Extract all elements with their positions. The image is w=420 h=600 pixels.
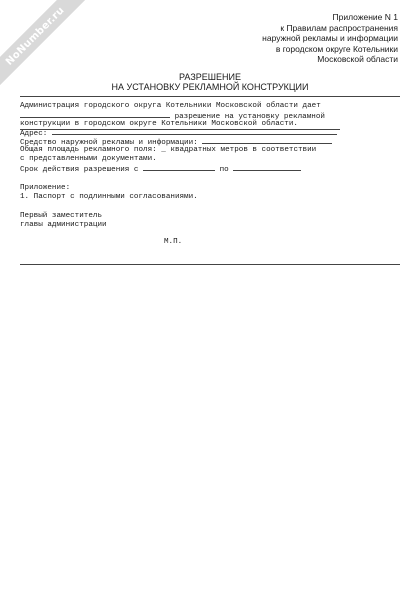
title-line: РАЗРЕШЕНИЕ <box>179 72 241 82</box>
appendix-line: Московской области <box>317 54 398 64</box>
address-label: Адрес: <box>20 130 48 138</box>
bottom-divider <box>20 264 400 265</box>
appendix-line: наружной рекламы и информации <box>262 33 398 43</box>
appendix-line: к Правилам распространения <box>280 22 398 33</box>
body-line-3: конструкции в городском округе Котельники Московской области. <box>20 120 298 128</box>
area-label: Общая площадь рекламного поля: <box>20 146 157 154</box>
signatory-title: главы администрации <box>20 221 107 229</box>
term-end-blank <box>233 164 301 171</box>
medium-label: Средство наружной рекламы и информации: <box>20 139 198 147</box>
stamp-placeholder: М.П. <box>164 238 183 246</box>
body-text: разрешение на установку рекламной <box>174 113 325 121</box>
area-row <box>20 146 316 155</box>
attachment-heading: Приложение: <box>20 184 71 192</box>
body-line-1: Администрация городского округа Котельники Московской области дает <box>20 102 321 110</box>
title-line: НА УСТАНОВКУ РЕКЛАМНОЙ КОНСТРУКЦИИ <box>111 82 309 92</box>
title-divider <box>20 96 400 97</box>
document-title <box>0 72 420 92</box>
area-row-continued: с представленными документами. <box>20 155 157 163</box>
medium-blank <box>202 137 332 144</box>
area-unit-text: квадратных метров в соответствии <box>170 146 317 154</box>
signatory-title: Первый заместитель <box>20 212 103 220</box>
term-start-blank <box>143 164 215 171</box>
appendix-line: в городском округе Котельники <box>275 43 398 54</box>
term-row <box>20 164 301 175</box>
appendix-header <box>208 12 398 65</box>
watermark-text: NoNumber.ru <box>3 4 67 68</box>
term-label: Срок действия разрешения с <box>20 166 139 174</box>
org-name-blank <box>20 111 170 118</box>
term-to-label: по <box>219 166 229 174</box>
attachment-item: 1. Паспорт с подлинными согласованиями. <box>20 193 198 201</box>
appendix-line: Приложение N 1 <box>332 12 398 22</box>
address-blank <box>52 128 337 135</box>
area-value: _ <box>161 146 166 154</box>
